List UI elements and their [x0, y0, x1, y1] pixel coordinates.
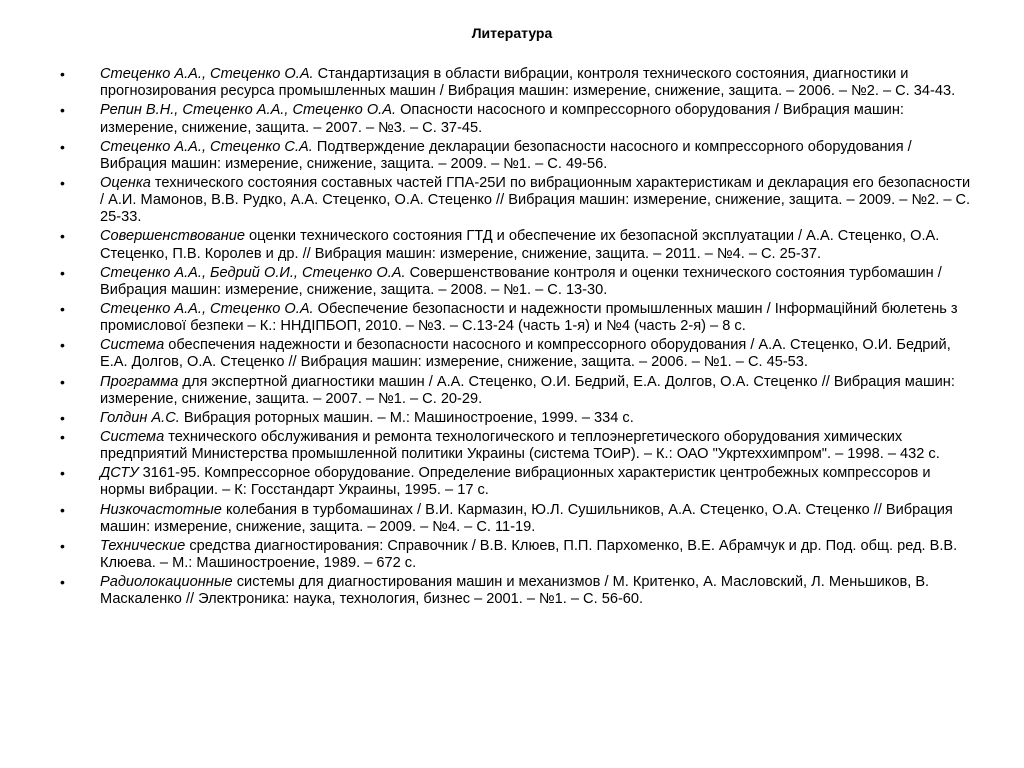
- reference-lead: Репин В.Н., Стеценко А.А., Стеценко О.А.: [100, 102, 397, 119]
- bullet-icon: •: [60, 264, 65, 281]
- reference-lead: Совершенствование: [100, 228, 245, 245]
- reference-item: [58, 502, 978, 536]
- bullet-icon: •: [60, 574, 65, 591]
- reference-text: Совершенствование контроля и оценки технического состояния турбомашин / Вибрация машин: измерение, снижение, защита. – 2008. – №1. – С. 13-30.: [100, 264, 942, 298]
- reference-lead: Система: [100, 337, 165, 354]
- reference-lead: Стеценко А.А., Бедрий О.И., Стеценко О.А.: [100, 264, 406, 281]
- bullet-icon: •: [60, 428, 65, 445]
- bullet-icon: •: [60, 228, 65, 245]
- bullet-icon: •: [60, 465, 65, 482]
- reference-text: колебания в турбомашинах / В.И. Кармазин, Ю.Л. Сушильников, А.А. Стеценко, О.А. Стеценко // Вибрация машин: измерение, снижение, защита. – 2009. – №4. – С. 11-19.: [100, 501, 953, 535]
- reference-text: Подтверждение декларации безопасности насосного и компрессорного оборудования / Вибрация машин: измерение, снижение, защита. – 2009. – №1. – С. 49-56.: [100, 138, 912, 172]
- reference-text: для экспертной диагностики машин / А.А. Стеценко, О.И. Бедрий, Е.А. Долгов, О.А. Стеценко // Вибрация машин: измерение, снижение, защита. – 2007. – №1. – С. 20-29.: [100, 373, 955, 407]
- reference-item: [58, 228, 978, 262]
- reference-lead: Оценка: [100, 174, 151, 191]
- reference-lead: Стеценко А.А., Стеценко О.А.: [100, 66, 314, 82]
- reference-text: 3161-95. Компрессорное оборудование. Определение вибрационных характеристик центробежных компрессоров и нормы вибрации. – К: Госстандарт Украины, 1995. – 17 с.: [100, 465, 931, 499]
- reference-item: [58, 465, 978, 499]
- reference-lead: Радиолокационные: [100, 574, 233, 591]
- bullet-icon: •: [60, 102, 65, 119]
- reference-lead: Система: [100, 428, 165, 445]
- reference-item: [58, 374, 978, 408]
- reference-item: [58, 102, 978, 136]
- reference-list: [58, 66, 978, 610]
- reference-item: [58, 410, 978, 427]
- reference-item: [58, 139, 978, 173]
- reference-item: [58, 538, 978, 572]
- reference-item: [58, 574, 978, 608]
- reference-text: обеспечения надежности и безопасности насосного и компрессорного оборудования / А.А. Стеценко, О.И. Бедрий, Е.А. Долгов, О.А. Стеценко // Вибрация машин: измерение, снижение, защита. – 2006. – №1. – С. 45-53.: [100, 337, 951, 371]
- reference-lead: Стеценко А.А., Стеценко С.А.: [100, 138, 313, 155]
- reference-item: [58, 337, 978, 371]
- reference-lead: Программа: [100, 373, 179, 390]
- reference-text: Стандартизация в области вибрации, контроля технического состояния, диагностики и прогнозирования ресурса промышленных машин / Вибрация машин: измерение, снижение, защита. – 2006. – №2. – С. 34-43.: [100, 66, 956, 100]
- reference-item: [58, 265, 978, 299]
- reference-text: Обеспечение безопасности и надежности промышленных машин / Інформаційний бюлетень з промислової безпеки – К.: ННДІПБОП, 2010. – №3. – С.13-24 (часть 1-я) и №4 (часть 2-я) – 8 с.: [100, 300, 958, 335]
- reference-text: технического состояния составных частей ГПА-25И по вибрационным характеристикам и декларация его безопасности / А.И. Мамонов, В.В. Рудко, А.А. Стеценко, О.А. Стеценко // Вибрация машин: измерение, снижение, защита. – 2009. – №2. – С. 25-33.: [100, 174, 971, 226]
- bullet-icon: •: [60, 337, 65, 354]
- bullet-icon: •: [60, 66, 65, 82]
- bullet-icon: •: [60, 138, 65, 155]
- reference-text: Вибрация роторных машин. – М.: Машиностроение, 1999. – 334 с.: [179, 409, 634, 426]
- reference-item: [58, 301, 978, 335]
- reference-lead: ДСТУ: [100, 465, 139, 482]
- page-title: Литература: [471, 25, 553, 41]
- bullet-icon: •: [60, 501, 65, 518]
- reference-text: технического обслуживания и ремонта технологического и теплоэнергетического оборудования химических предприятий Министерства промышленной политики Украины (система ТОиР). – К.: ОАО "Укртеххимпром". – 1998. – 432 с.: [100, 428, 940, 463]
- bullet-icon: •: [60, 174, 65, 191]
- bullet-icon: •: [60, 409, 65, 426]
- reference-item: [58, 429, 978, 463]
- reference-text: оценки технического состояния ГТД и обеспечение их безопасной эксплуатации / А.А. Стеценко, О.А. Стеценко, П.В. Королев и др. // Вибрация машин: измерение, снижение, защита. – 2011. – №4. – С. 25-37.: [100, 228, 940, 262]
- reference-item: [58, 175, 978, 227]
- reference-text: Опасности насосного и компрессорного оборудования / Вибрация машин: измерение, снижение, защита. – 2007. – №3. – С. 37-45.: [100, 102, 904, 136]
- reference-lead: Стеценко А.А., Стеценко О.А.: [100, 300, 314, 317]
- bullet-icon: •: [60, 300, 65, 317]
- reference-lead: Технические: [100, 537, 186, 554]
- reference-lead: Голдин А.С.: [100, 409, 180, 426]
- reference-text: системы для диагностирования машин и механизмов / М. Критенко, А. Масловский, Л. Меньшиков, В. Маскаленко // Электроника: наука, технология, бизнес – 2001. – №1. – С. 56-60.: [100, 574, 930, 608]
- bullet-icon: •: [60, 373, 65, 390]
- reference-lead: Низкочастотные: [100, 501, 222, 518]
- reference-text: средства диагностирования: Справочник / В.В. Клюев, П.П. Пархоменко, В.Е. Абрамчук и др. Под. общ. ред. В.В. Клюева. – М.: Машиностроение, 1989. – 672 с.: [100, 537, 958, 572]
- reference-item: [58, 66, 978, 100]
- bullet-icon: •: [60, 537, 65, 554]
